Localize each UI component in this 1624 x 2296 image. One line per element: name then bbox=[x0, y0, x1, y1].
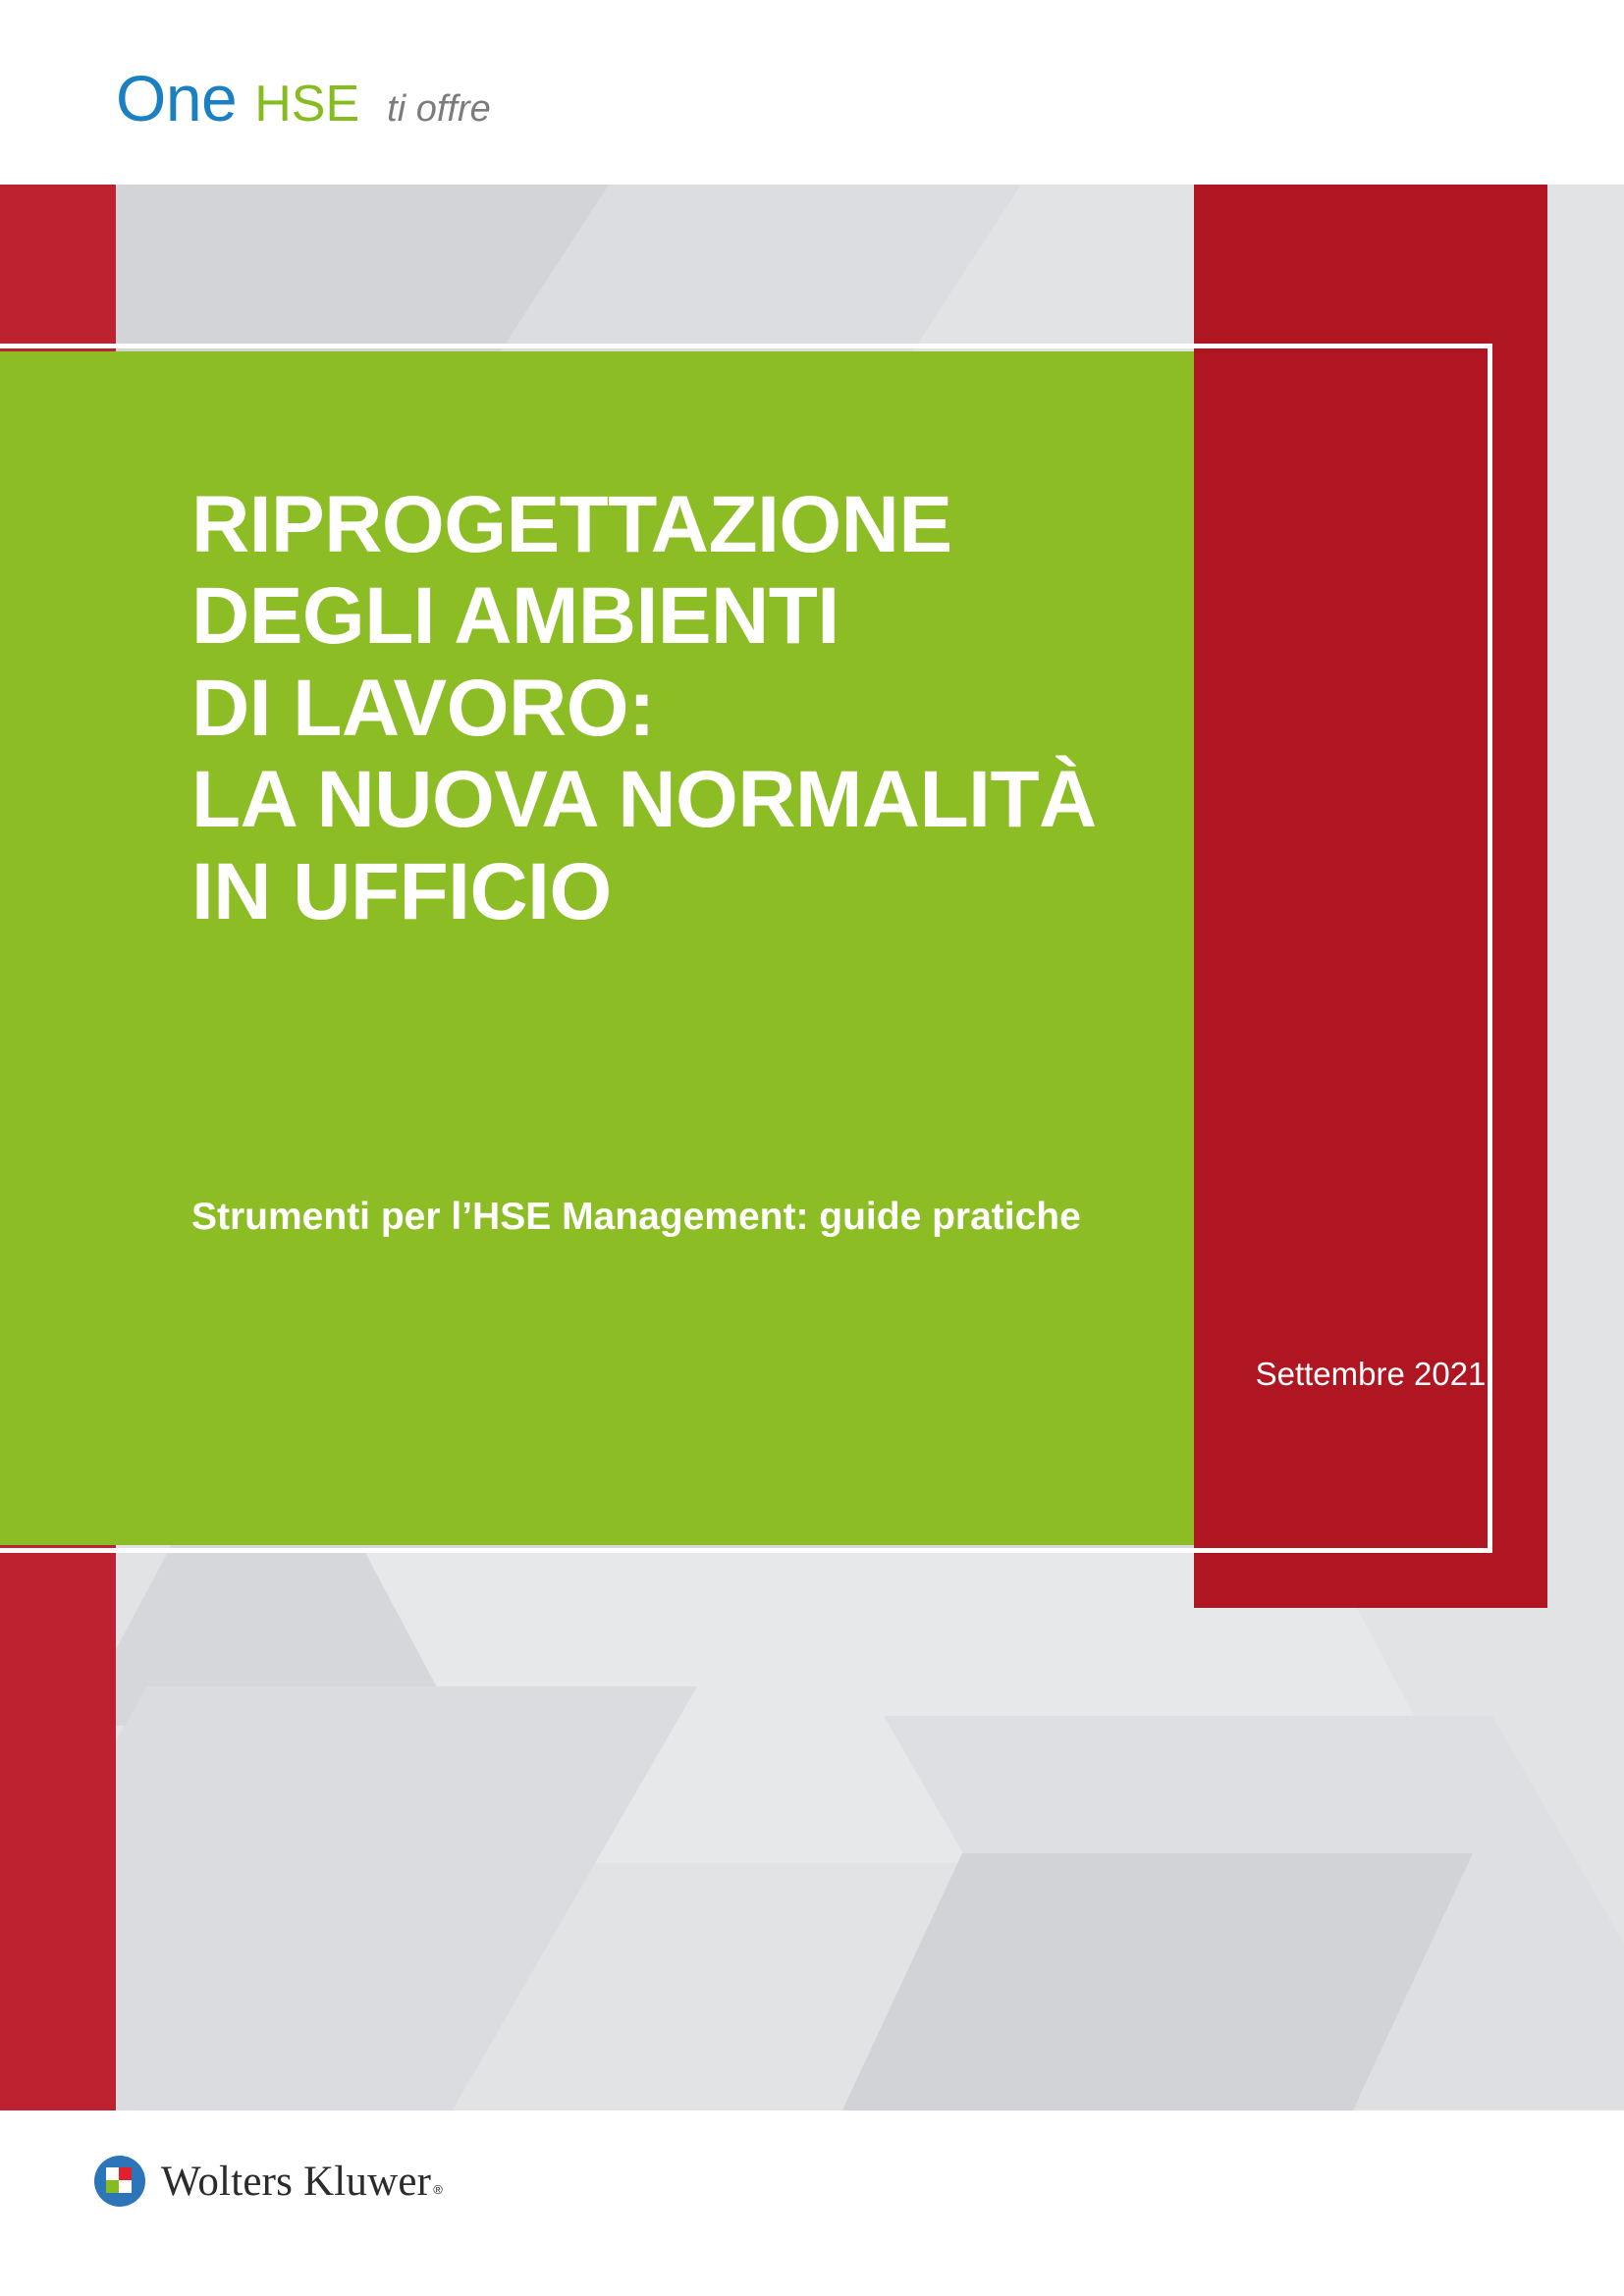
title-line-3: DI LAVORO: bbox=[191, 663, 655, 753]
title-line-2: DEGLI AMBIENTI bbox=[191, 571, 839, 662]
brand-one-text: One bbox=[116, 62, 238, 134]
page-subtitle: Strumenti per l’HSE Management: guide pratiche bbox=[191, 1196, 1081, 1238]
publisher-name: Wolters Kluwer bbox=[161, 2158, 432, 2205]
wolters-kluwer-mark-icon bbox=[94, 2156, 145, 2207]
publication-date: Settembre 2021 bbox=[1255, 1356, 1487, 1392]
brand-tagline-text: ti offre bbox=[387, 88, 491, 130]
publisher-logo bbox=[94, 2156, 443, 2207]
brand-lockup bbox=[116, 61, 491, 135]
cover-artwork bbox=[0, 185, 1624, 2110]
registered-trademark-symbol: ® bbox=[433, 2182, 443, 2197]
title-line-5: IN UFFICIO bbox=[191, 846, 612, 936]
page-title bbox=[191, 479, 1488, 937]
title-line-1: RIPROGETTAZIONE bbox=[191, 480, 952, 569]
title-line-4: LA NUOVA NORMALITÀ bbox=[191, 755, 1097, 845]
brand-hse-text: HSE bbox=[254, 76, 360, 133]
